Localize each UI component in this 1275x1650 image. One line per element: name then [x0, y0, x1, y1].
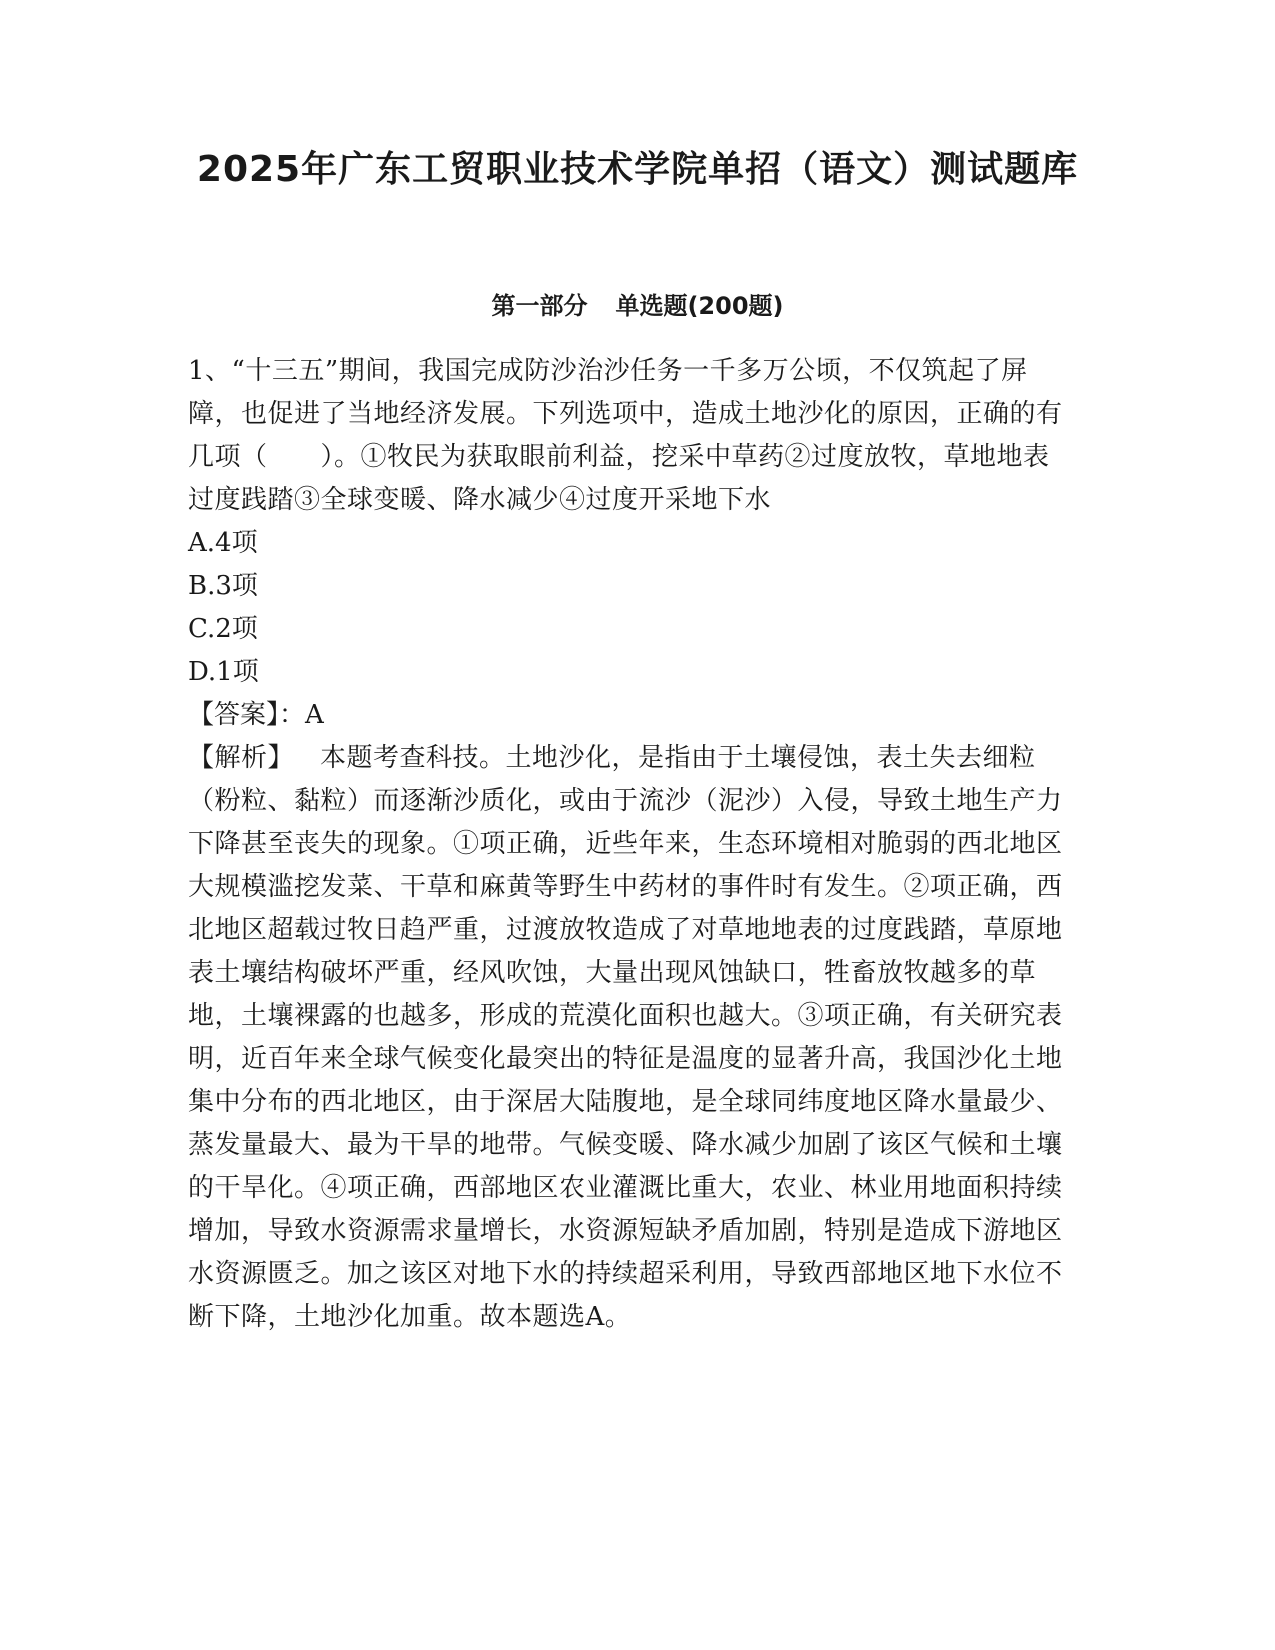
- answer-line: [188, 694, 1068, 737]
- answer-label: 【答案】：: [188, 700, 306, 730]
- explanation-paragraph: [188, 737, 1068, 1339]
- option-b: B.3项: [188, 571, 258, 601]
- section-part-label: 第一部分: [491, 292, 588, 320]
- option-a: A.4项: [188, 528, 258, 558]
- document-title: 2025年广东工贸职业技术学院单招（语文）测试题库: [196, 149, 1079, 190]
- explanation-text: 本题考查科技。土地沙化，是指由于土壤侵蚀，表土失去细粒（粉粒、黏粒）而逐渐沙质化，或由于流沙（泥沙）入侵，导致土地生产力下降甚至丧失的现象。①项正确，近些年来，生态环境相对脆弱的西北地区大规模滥挖发菜、干草和麻黄等野生中药材的事件时有发生。②项正确，西北地区超载过牧日趋严重，过渡放牧造成了对草地地表的过度践踏，草原地表土壤结构破坏严重，经风吹蚀，大量出现风蚀缺口，牲畜放牧越多的草地，土壤裸露的也越多，形成的荒漠化面积也越大。③项正确，有关研究表明，近百年来全球气候变化最突出的特征是温度的显著升高，我国沙化土地集中分布的西北地区，由于深居大陆腹地，是全球同纬度地区降水量最少、蒸发量最大、最为干旱的地带。气候变暖、降水减少加剧了该区气候和土壤的干旱化。④项正确，西部地区农业灌溉比重大，农业、林业用地面积持续增加，导致水资源需求量增长，水资源短缺矛盾加剧，特别是造成下游地区水资源匮乏。加之该区对地下水的持续超采利用，导致西部地区地下水位不断下降，土地沙化加重。故本题选A。: [188, 743, 1063, 1332]
- answer-value: A: [305, 700, 324, 730]
- question-block: [188, 350, 1068, 1339]
- question-stem: 1、“十三五”期间，我国完成防沙治沙任务一千多万公顷，不仅筑起了屏障，也促进了当地经济发展。下列选项中，造成土地沙化的原因，正确的有几项（ ）。①牧民为获取眼前利益，挖采中草药②过度放牧，草地地表过度践踏③全球变暖、降水减少④过度开采地下水: [188, 356, 1063, 515]
- section-heading: [0, 290, 1275, 322]
- option-c: C.2项: [188, 614, 258, 644]
- explanation-label: 【解析】: [188, 743, 295, 773]
- section-type-label: 单选题(200题): [615, 292, 784, 320]
- option-d: D.1项: [188, 657, 259, 687]
